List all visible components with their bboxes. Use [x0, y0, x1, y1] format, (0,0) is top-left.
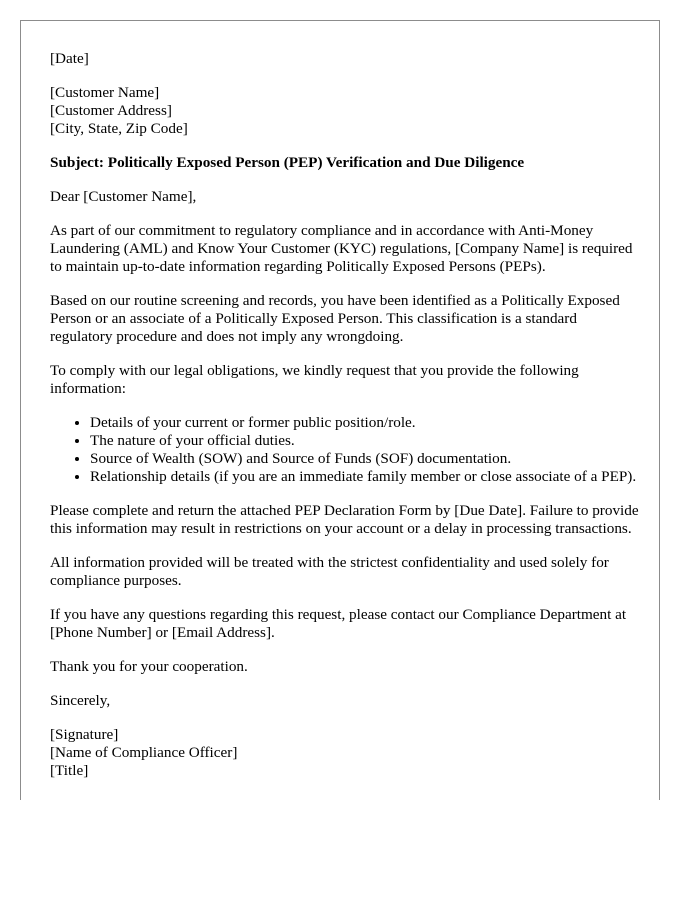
paragraph-compliance-intro: As part of our commitment to regulatory compliance and in accordance with Anti-Money Laundering (AML) and Know Your Customer (KYC) regulations, [Company Name] is required to maintain up-to-date information regarding Politically Exposed Persons (PEPs). [50, 222, 633, 275]
paragraph-thanks: Thank you for your cooperation. [50, 658, 248, 675]
signature-block [50, 726, 640, 780]
letter-page [20, 20, 660, 800]
letter-subject: Subject: Politically Exposed Person (PEP) Verification and Due Diligence [50, 154, 525, 171]
paragraph-request-intro: To comply with our legal obligations, we kindly request that you provide the following information: [50, 362, 579, 397]
list-item: • Relationship details (if you are an immediate family member or close associate of a PEP). [90, 468, 640, 486]
list-item: • Source of Wealth (SOW) and Source of Funds (SOF) documentation. [90, 450, 640, 468]
list-item: • Details of your current or former public position/role. [90, 414, 640, 432]
compliance-officer-name: [Name of Compliance Officer] [50, 744, 238, 761]
recipient-name: [Customer Name] [50, 84, 160, 101]
signature-placeholder: [Signature] [50, 726, 119, 743]
recipient-city-state-zip: [City, State, Zip Code] [50, 120, 188, 137]
requested-information-list [50, 414, 640, 486]
recipient-address-block [50, 84, 640, 138]
list-item: • The nature of your official duties. [90, 432, 640, 450]
paragraph-confidentiality: All information provided will be treated with the strictest confidentiality and used solely for compliance purposes. [50, 554, 609, 589]
signoff: Sincerely, [50, 692, 111, 709]
recipient-address: [Customer Address] [50, 102, 172, 119]
letter-body [50, 50, 640, 796]
salutation: Dear [Customer Name], [50, 188, 197, 205]
officer-title: [Title] [50, 762, 89, 779]
paragraph-return-form: Please complete and return the attached PEP Declaration Form by [Due Date]. Failure to provide this information may result in restrictions on your account or a delay in processing transactions. [50, 502, 639, 537]
paragraph-contact: If you have any questions regarding this request, please contact our Compliance Department at [Phone Number] or [Email Address]. [50, 606, 627, 641]
paragraph-pep-identified: Based on our routine screening and records, you have been identified as a Politically Exposed Person or an associate of a Politically Exposed Person. This classification is a standard regulatory procedure and does not imply any wrongdoing. [50, 292, 620, 345]
letter-date: [Date] [50, 50, 89, 67]
